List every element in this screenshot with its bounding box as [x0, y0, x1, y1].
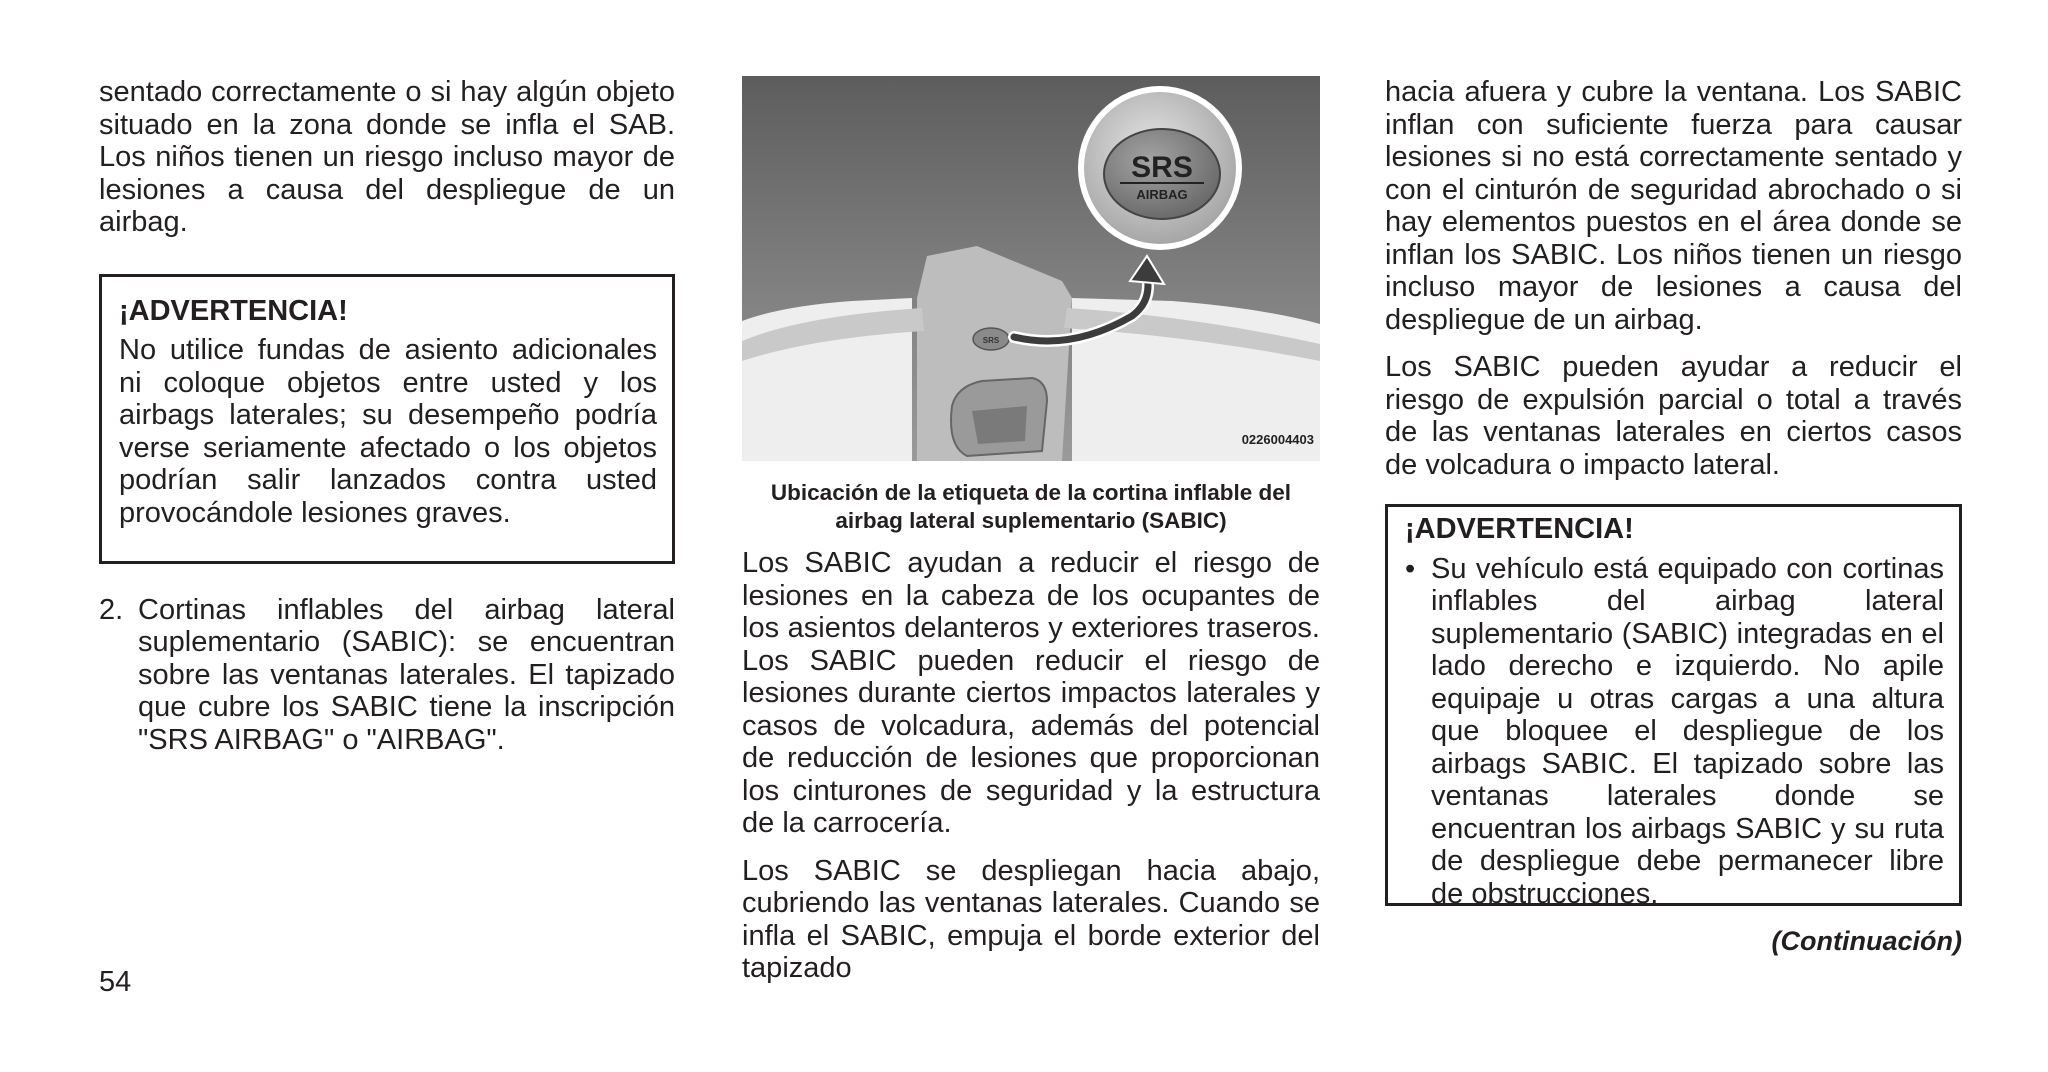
- page-number: 54: [99, 966, 132, 998]
- left-intro-paragraph: sentado correctamente o si hay algún objeto situado en la zona donde se infla el SAB. Los niños tienen un riesgo incluso mayor de lesiones a causa del despliegue de un airbag.: [99, 76, 675, 238]
- warning-title-left: ¡ADVERTENCIA!: [119, 294, 348, 327]
- left-column: [99, 76, 675, 756]
- right-paragraph-2: Los SABIC pueden ayudar a reducir el riesgo de expulsión parcial o total a través de las ventanas laterales en ciertos casos de volcadura o impacto lateral.: [1385, 351, 1962, 481]
- right-paragraph-1: hacia afuera y cubre la ventana. Los SABIC inflan con suficiente fuerza para causar lesiones si no está correctamente sentado y con el cinturón de seguridad abrochado o si hay elementos puestos en el área donde se inflan los SABIC. Los niños tienen un riesgo incluso mayor de lesiones a causa del despliegue de un airbag.: [1385, 76, 1962, 336]
- warning-box-right: [1385, 504, 1962, 910]
- warning-box-left: [99, 274, 675, 564]
- warning-title-right: ¡ADVERTENCIA!: [1405, 513, 1634, 545]
- bullet-marker: •: [1405, 552, 1416, 585]
- middle-column: [742, 76, 1320, 985]
- warning-body-left: No utilice fundas de asiento adicionales ni coloque objetos entre usted y los airbags laterales; su desempeño podría verse seriamente afectado o los objetos podrían salir lanzados contra usted provocándole lesiones graves.: [119, 334, 657, 529]
- item-text: Cortinas inflables del airbag lateral suplementario (SABIC): se encuentran sobre las ventanas laterales. El tapizado que cubre los SABIC tiene la inscripción "SRS AIRBAG" o "AIRBAG".: [138, 593, 675, 756]
- middle-paragraph-1: Los SABIC ayudan a reducir el riesgo de lesiones en la cabeza de los ocupantes de los asientos delanteros y exteriores traseros. Los SABIC pueden reducir el riesgo de lesiones durante ciertos impactos laterales y casos de volcadura, además del potencial de reducción de lesiones que proporcionan los cinturones de seguridad y la estructura de la carrocería.: [742, 547, 1320, 839]
- sabic-label-figure: [742, 76, 1320, 461]
- middle-paragraph-2: Los SABIC se despliegan hacia abajo, cubriendo las ventanas laterales. Cuando se infla el SABIC, empuja el borde exterior del tapizado: [742, 854, 1320, 984]
- warning-bullet-item: [1405, 553, 1944, 911]
- interior-illustration: [742, 76, 1320, 461]
- figure-code: 0226004403: [1241, 431, 1314, 447]
- continued-label: (Continuación): [1771, 926, 1962, 956]
- svg-text:SRS: SRS: [982, 336, 1000, 345]
- numbered-item-2: [99, 594, 675, 757]
- right-column: [1385, 76, 1962, 910]
- item-number: 2.: [99, 593, 124, 626]
- svg-text:SRS: SRS: [1131, 151, 1193, 184]
- warning-bullet-text: Su vehículo está equipado con cortinas inflables del airbag lateral suplementario (SABIC) integradas en el lado derecho e izquierdo. No apile equipaje u otras cargas a una altura que bloquee el despliegue de los airbags SABIC. El tapizado sobre las ventanas laterales donde se encuentran los airbags SABIC y su ruta de despliegue debe permanecer libre de obstrucciones.: [1431, 552, 1944, 910]
- svg-text:AIRBAG: AIRBAG: [1136, 187, 1188, 202]
- figure-caption: Ubicación de la etiqueta de la cortina inflable del airbag lateral suplementario (SABIC): [770, 480, 1292, 533]
